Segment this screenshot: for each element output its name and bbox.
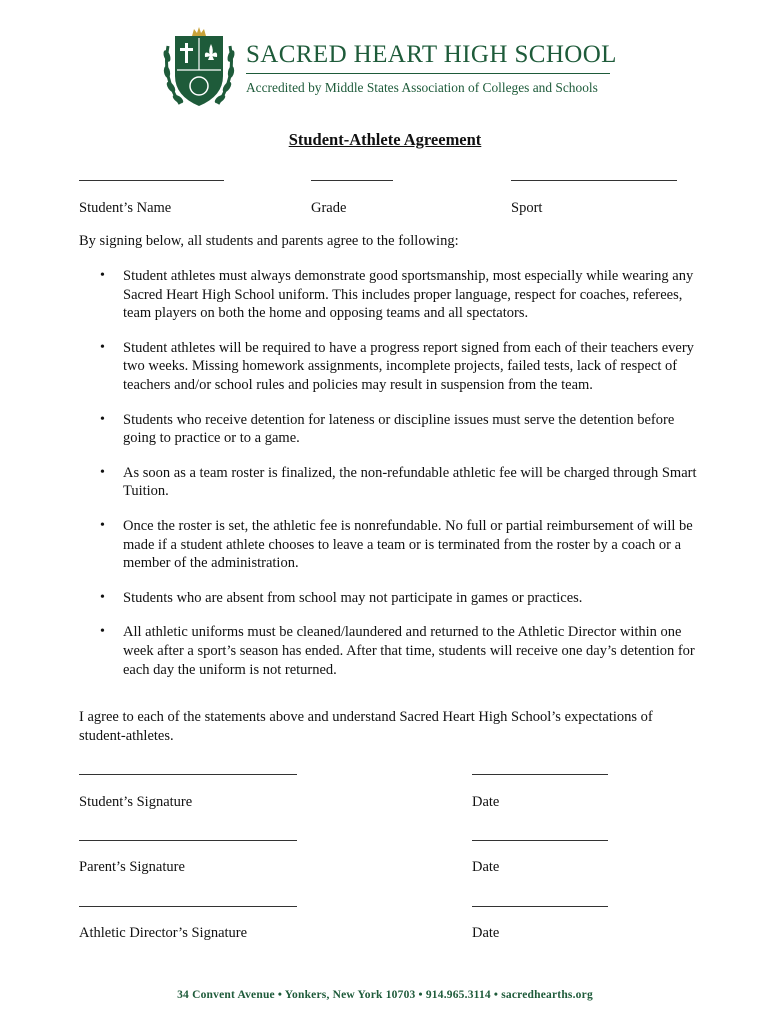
parent-signature-label: Parent’s Signature: [79, 859, 185, 875]
bullet-icon: •: [100, 411, 105, 427]
footer-address: 34 Convent Avenue • Yonkers, New York 10703 • 914.965.3114 • sacredhearths.org: [177, 989, 593, 1001]
parent-date-line[interactable]: [472, 840, 608, 841]
list-item: [79, 339, 699, 395]
list-item: [79, 464, 699, 501]
rule-text: Once the roster is set, the athletic fee is nonrefundable. No full or partial reimbursement of will be made if a student athlete chooses to leave a team or is terminated from the roster by a coach or a member of the administration.: [123, 517, 693, 572]
list-item: [79, 411, 699, 448]
bullet-icon: •: [100, 464, 105, 480]
rules-list: [79, 267, 699, 695]
student-date-label: Date: [472, 794, 500, 810]
list-item: [79, 623, 699, 679]
student-signature-label: Student’s Signature: [79, 794, 193, 810]
parent-date-label: Date: [472, 859, 500, 875]
rule-text: Student athletes will be required to have a progress report signed from each of their teachers every two weeks. Missing homework assignments, incomplete projects, failed tests, lack of respect of teachers and/or school rules and policies may result in suspension from the team.: [123, 339, 694, 393]
sport-label: Sport: [511, 200, 543, 216]
bullet-icon: •: [100, 268, 105, 283]
bullet-icon: •: [100, 339, 105, 355]
director-date-line[interactable]: [472, 906, 608, 907]
director-signature-label: Athletic Director’s Signature: [79, 925, 248, 941]
letterhead: [162, 26, 622, 114]
document-title: Student-Athlete Agreement: [288, 130, 482, 149]
sport-line[interactable]: [511, 180, 677, 181]
rule-text: Students who are absent from school may not participate in games or practices.: [123, 589, 583, 606]
bullet-icon: •: [100, 624, 105, 640]
director-date-label: Date: [472, 925, 500, 941]
director-signature-line[interactable]: [79, 906, 297, 907]
student-date-line[interactable]: [472, 774, 608, 775]
rule-text: As soon as a team roster is finalized, the non-refundable athletic fee will be charged through Smart Tuition.: [123, 464, 697, 500]
grade-label: Grade: [311, 200, 347, 216]
list-item: [79, 267, 699, 323]
agreement-statement: I agree to each of the statements above and understand Sacred Heart High School’s expectations of student-athletes.: [79, 709, 653, 744]
list-item: [79, 517, 699, 573]
header-divider: [246, 73, 610, 74]
rule-text: All athletic uniforms must be cleaned/laundered and returned to the Athletic Director within one week after a sport’s season has ended. After that time, students will receive one day’s detention for each day the uniform is not returned.: [123, 624, 695, 678]
accreditation-text: Accredited by Middle States Association of Colleges and Schools: [246, 80, 598, 95]
intro-text: By signing below, all students and parents agree to the following:: [79, 233, 459, 249]
list-item: [79, 589, 699, 608]
bullet-icon: •: [100, 589, 105, 605]
rule-text: Students who receive detention for lateness or discipline issues must serve the detention before going to practice or to a game.: [123, 411, 675, 447]
bullet-icon: •: [100, 517, 105, 533]
student-name-line[interactable]: [79, 180, 224, 181]
student-name-label: Student’s Name: [79, 200, 172, 216]
rule-text: Student athletes must always demonstrate good sportsmanship, most especially while wearing any Sacred Heart High School uniform. This includes proper language, respect for coaches, referees, team players on both the home and opposing teams and all spectators.: [123, 268, 694, 322]
student-signature-line[interactable]: [79, 774, 297, 775]
grade-line[interactable]: [311, 180, 393, 181]
school-name: SACRED HEART HIGH SCHOOL: [246, 41, 617, 68]
parent-signature-line[interactable]: [79, 840, 297, 841]
school-crest-icon: [162, 26, 236, 112]
